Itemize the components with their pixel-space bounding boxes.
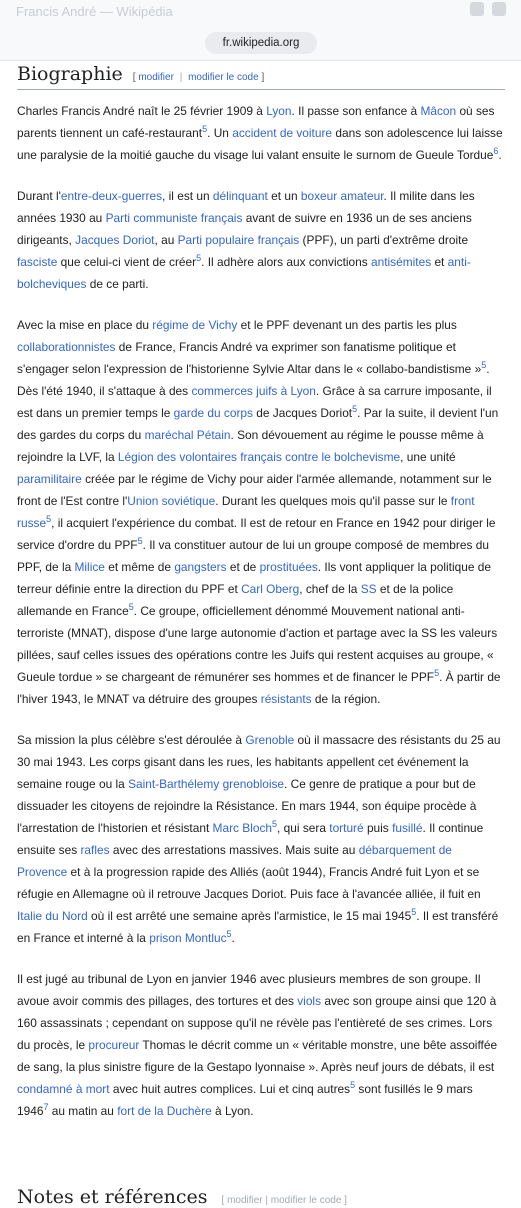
wiki-link[interactable]: Grenoble [245, 733, 295, 747]
paragraph-text: , chef de la [299, 582, 361, 596]
wiki-link[interactable]: front russe [17, 494, 475, 530]
url-bar[interactable]: fr.wikipedia.org [205, 32, 317, 54]
paragraph-text: avec des arrestations massives. Mais suite au [109, 843, 359, 857]
citation-ref[interactable]: 5 [46, 514, 52, 525]
paragraph-text: puis [363, 821, 393, 835]
paragraph-5 [17, 968, 505, 1122]
wiki-link[interactable]: fusillé [392, 821, 423, 835]
paragraph-text: . [231, 931, 235, 945]
paragraph-text: . Il passe son enfance à [291, 104, 421, 118]
wiki-link[interactable]: procureur [88, 1038, 140, 1052]
wiki-link[interactable]: Jacques Doriot [75, 233, 155, 247]
paragraph-text: et [431, 255, 448, 269]
faded-search-icon[interactable] [470, 2, 484, 16]
wiki-link[interactable]: condamné à mort [17, 1082, 110, 1096]
paragraph-text: . Il milite dans les années 1930 au [17, 189, 475, 225]
citation-ref[interactable]: 5 [434, 668, 440, 679]
wiki-link[interactable]: rafles [80, 843, 110, 857]
paragraph-text: . Son dévouement au régime le pousse même à rejoindre la LVF, la [17, 428, 484, 464]
paragraph-text: Durant l' [17, 189, 61, 203]
paragraph-text: et un [267, 189, 301, 203]
paragraph-text: . Il va constituer autour de lui un groupe composé de membres du PPF, de la [17, 538, 489, 574]
wiki-link[interactable]: Marc Bloch [212, 821, 273, 835]
paragraph-text: Charles Francis André naît le 25 février 1909 à [17, 104, 267, 118]
faded-menu-icon[interactable] [492, 2, 506, 16]
paragraph-text: (PPF), un parti d'extrême droite [299, 233, 469, 247]
paragraph-text: dans son adolescence lui laisse une paralysie de la moitié gauche du visage lui valant ensuite le surnom de Gueule Tordue [17, 126, 503, 162]
paragraph-text: de la région. [311, 692, 381, 706]
paragraph-text: de ce parti. [86, 277, 149, 291]
paragraph-text: que celui-ci vient de créer [57, 255, 197, 269]
article-content [17, 60, 505, 1141]
paragraph-text: . Ce genre de pratique a pour but de dissuader les citoyens de rejoindre la Résistance. En mars 1944, son équipe procède à l'arrestation de l'historien et résistant [17, 777, 477, 835]
paragraph-text: et même de [104, 560, 175, 574]
next-section-heading [17, 1186, 347, 1208]
paragraph-text: et de la police allemande en France [17, 582, 454, 618]
paragraph-text: . Il est transféré en France et interné à la [17, 909, 499, 945]
wiki-link[interactable]: débarquement de Provence [17, 843, 452, 879]
paragraph-text: . Un [207, 126, 233, 140]
edit-separator: | [179, 72, 183, 83]
paragraph-text: , une unité [400, 450, 456, 464]
wiki-link[interactable]: Italie du Nord [17, 909, 88, 923]
wiki-link[interactable]: délinquant [212, 189, 268, 203]
wiki-link[interactable]: Parti communiste français [105, 211, 243, 225]
section-title: Biographie [17, 63, 123, 85]
edit-section-link[interactable]: modifier [138, 72, 174, 83]
citation-ref[interactable]: 5 [481, 360, 487, 371]
citation-ref[interactable]: 5 [350, 1080, 356, 1091]
citation-ref[interactable]: 5 [226, 929, 232, 940]
wiki-link[interactable]: paramilitaire [17, 472, 82, 486]
section-heading [17, 63, 505, 90]
wiki-link[interactable]: Carl Oberg [241, 582, 300, 596]
paragraph-text: Avec la mise en place du [17, 318, 153, 332]
paragraph-text: avant de suivre en 1936 un de ses anciens dirigeants, [17, 211, 472, 247]
paragraph-text: . Dès l'été 1940, il s'attaque à des [17, 362, 490, 398]
citation-ref[interactable]: 6 [493, 146, 499, 157]
section-edit-links [133, 72, 264, 83]
wiki-link[interactable]: Légion des volontaires français contre le bolchevisme [117, 450, 401, 464]
wiki-link[interactable]: accident de voiture [232, 126, 333, 140]
citation-ref[interactable]: 5 [202, 124, 208, 135]
paragraph-text: créée par le régime de Vichy pour aider l'armée allemande, notamment sur le front de l'Est contre l' [17, 472, 492, 508]
wiki-link[interactable]: boxeur amateur [300, 189, 384, 203]
citation-ref[interactable]: 5 [128, 602, 134, 613]
wiki-link[interactable]: régime de Vichy [152, 318, 238, 332]
citation-ref[interactable]: 5 [272, 819, 278, 830]
wiki-link[interactable]: anti-bolcheviques [17, 255, 471, 291]
wiki-link[interactable]: Lyon [266, 104, 292, 118]
paragraph-text: . Grâce à sa carrure imposante, il est dans un premier temps le [17, 384, 492, 420]
wiki-link[interactable]: prostituées [259, 560, 318, 574]
wiki-link[interactable]: maréchal Pétain [144, 428, 231, 442]
paragraph-3 [17, 314, 505, 710]
wiki-link[interactable]: gangsters [174, 560, 227, 574]
wiki-link[interactable]: fort de la Duchère [117, 1104, 212, 1118]
wiki-link[interactable]: viols [297, 994, 322, 1008]
wiki-link[interactable]: résistants [260, 692, 312, 706]
wiki-link[interactable]: collaborationnistes [17, 340, 116, 354]
paragraph-text: . Il continue ensuite ses [17, 821, 484, 857]
browser-top-bar [0, 0, 521, 61]
paragraph-text: où ses parents tiennent un café-restaurant [17, 104, 495, 140]
wiki-link[interactable]: prison Montluc [149, 931, 227, 945]
paragraph-text: , qui sera [277, 821, 330, 835]
paragraph-text: . Il adhère alors aux convictions [201, 255, 371, 269]
wiki-link[interactable]: antisémites [371, 255, 432, 269]
paragraph-text: . Ils vont appliquer la politique de terreur définie entre la direction du PPF et [17, 560, 491, 596]
wiki-link[interactable]: commerces juifs à Lyon [191, 384, 316, 398]
wiki-link[interactable]: SS [360, 582, 377, 596]
next-section-edit-links[interactable]: [ modifier | modifier le code ] [221, 1195, 347, 1206]
edit-source-link[interactable]: modifier le code [188, 72, 259, 83]
wiki-link[interactable]: Saint-Barthélemy grenobloise [128, 777, 285, 791]
paragraph-text: de France, Francis André va exprimer son fanatisme politique et s'engager selon l'expression de l'historienne Sylvie Altar dans le « collabo-bandistisme » [17, 340, 482, 376]
wiki-link[interactable]: Mâcon [420, 104, 457, 118]
paragraph-4 [17, 729, 505, 949]
paragraph-text: où il est arrêté une semaine après l'armistice, le 15 mai 1945 [87, 909, 412, 923]
wiki-link[interactable]: Milice [74, 560, 105, 574]
paragraph-text: , au [154, 233, 178, 247]
paragraph-text: . À partir de l'hiver 1943, le MNAT va détruire des groupes [17, 670, 501, 706]
paragraph-text: Thomas le décrit comme un « véritable monstre, une bête assoiffée de sang, la plus sinistre figure de la Gestapo lyonnaise ». Après neuf jours de débats, il est [17, 1038, 498, 1074]
citation-ref[interactable]: 7 [43, 1102, 49, 1113]
paragraph-text: . Ce groupe, officiellement dénommé Mouvement national anti-terroriste (MNAT), dispose d'une large autonomie d'action et partage avec la SS les valeurs pillées, sauf celles issues des opérations contre les Juifs qui restent acquises au groupe, « Gueule tordue » se chargeant de rémunérer ses hommes et de financer le PPF [17, 604, 498, 684]
paragraph-text: , il est un [162, 189, 213, 203]
paragraph-text: de Jacques Doriot [252, 406, 353, 420]
paragraph-text: . Par la suite, il devient l'un des gardes du corps du [17, 406, 499, 442]
faded-page-title: Francis André — Wikipédia [16, 4, 173, 19]
paragraph-text: où il massacre des résistants du 25 au 30 mai 1943. Les corps gisant dans les rues, les habitants appellent cet événement la semaine rouge ou la [17, 733, 501, 791]
paragraph-text: à Lyon. [211, 1104, 254, 1118]
citation-ref[interactable]: 5 [196, 253, 202, 264]
wiki-link[interactable]: garde du corps [173, 406, 253, 420]
wiki-link[interactable]: Union soviétique [127, 494, 216, 508]
next-section-title: Notes et références [17, 1186, 208, 1208]
citation-ref[interactable]: 5 [137, 536, 143, 547]
wiki-link[interactable]: torturé [329, 821, 364, 835]
paragraph-text: . [498, 148, 502, 162]
citation-ref[interactable]: 5 [411, 907, 417, 918]
wiki-link[interactable]: entre-deux-guerres [60, 189, 163, 203]
paragraph-text: Sa mission la plus célèbre s'est déroulée à [17, 733, 246, 747]
wiki-link[interactable]: Parti populaire français [177, 233, 300, 247]
wiki-link[interactable]: fasciste [17, 255, 58, 269]
paragraph-text: Il est jugé au tribunal de Lyon en janvier 1946 avec plusieurs membres de son groupe. Il avoue avoir commis des pillages, des tortures et des [17, 972, 481, 1008]
paragraph-text: , il acquiert l'expérience du combat. Il est de retour en France en 1942 pour diriger le service d'ordre du PPF [17, 516, 496, 552]
paragraph-text: au matin au [48, 1104, 118, 1118]
paragraph-text: et de [226, 560, 260, 574]
paragraph-2 [17, 185, 505, 295]
edit-bracket-close: ] [261, 72, 265, 83]
paragraph-text: et à la progression rapide des Alliés (août 1944), Francis André fuit Lyon et se réfugie en Allemagne où il retrouve Jacques Doriot. Puis face à l'avancée alliée, il fuit en [17, 865, 481, 901]
paragraph-text: sont fusillés le 9 mars 1946 [17, 1082, 473, 1118]
paragraph-text: avec son groupe ainsi que 120 à 160 assassinats ; cependant on suppose qu'il ne révèle pas l'entièreté de ses crimes. Lors du procès, le [17, 994, 497, 1052]
citation-ref[interactable]: 5 [352, 404, 358, 415]
paragraph-text: . Durant les quelques mois qu'il passe sur le [215, 494, 451, 508]
paragraph-text: avec huit autres complices. Lui et cinq autres [109, 1082, 351, 1096]
paragraph-1 [17, 100, 505, 166]
edit-bracket-open: [ [132, 72, 136, 83]
paragraph-text: et le PPF devenant un des partis les plus [237, 318, 457, 332]
